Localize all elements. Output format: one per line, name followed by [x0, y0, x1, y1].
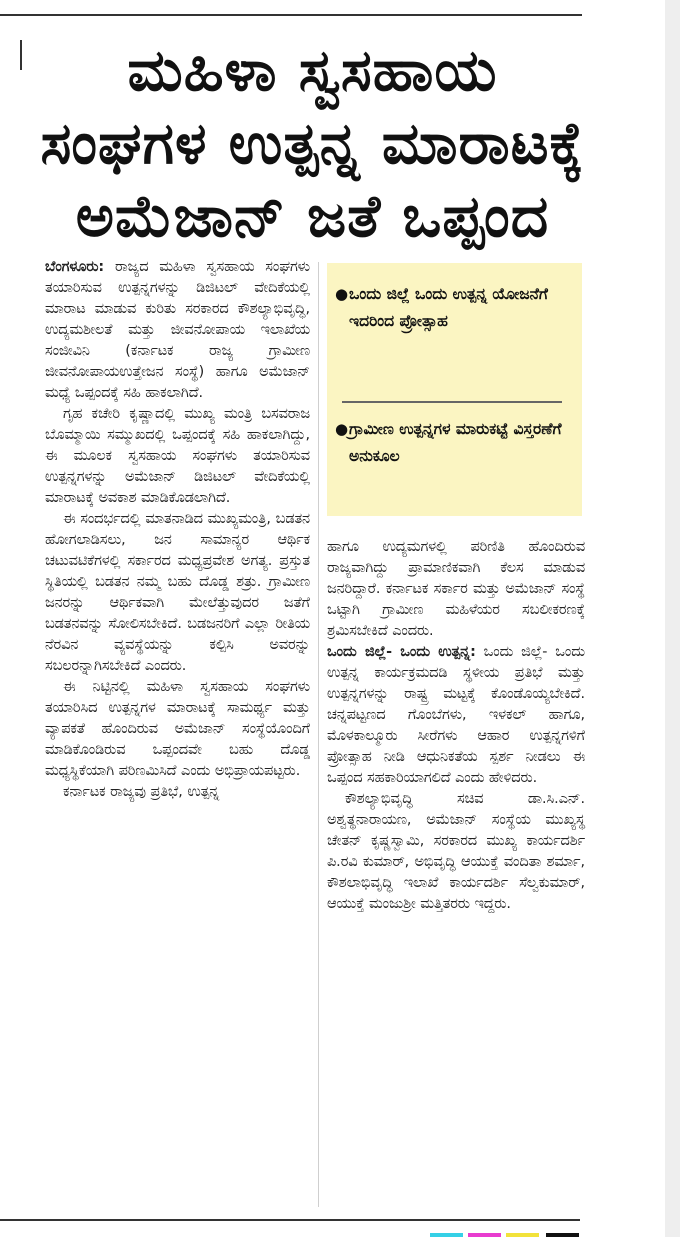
paragraph: ಕೌಶಲ್ಯಾಭಿವೃದ್ಧಿ ಸಚಿವ ಡಾ.ಸಿ.ಎನ್. ಅಶ್ವತ್ಥನಾರಾಯಣ, ಅಮೆಜಾನ್ ಸಂಸ್ಥೆಯ ಮುಖ್ಯಸ್ಥ ಚೇತನ್ ಕೃಷ್ಣಸ್ವಾಮಿ, ಸರಕಾರದ ಮುಖ್ಯ ಕಾರ್ಯದರ್ಶಿ ಪಿ.ರವಿ ಕುಮಾರ್, ಅಭಿವೃದ್ಧಿ ಆಯುಕ್ತೆ ವಂದಿತಾ ಶರ್ಮಾ, ಕೌಶಲಾಭಿವೃದ್ಧಿ ಇಲಾಖೆ ಕಾರ್ಯದರ್ಶಿ ಸೆಲ್ವಕುಮಾರ್, ಆಯುಕ್ತೆ ಮಂಜುಶ್ರೀ ಮತ್ತಿತರರು ಇದ್ದರು. — [327, 791, 585, 912]
headline — [25, 34, 600, 253]
highlights-box — [327, 263, 582, 516]
registration-mark-magenta — [468, 1233, 501, 1237]
viewer-scrollbar-gutter — [665, 0, 680, 1237]
registration-mark-cyan — [430, 1233, 463, 1237]
dateline: ಬೆಂಗಳೂರು: — [45, 259, 105, 275]
article-column-left — [45, 257, 310, 803]
top-rule — [0, 14, 582, 16]
paragraph: ಈ ಸಂದರ್ಭದಲ್ಲಿ ಮಾತನಾಡಿದ ಮುಖ್ಯಮಂತ್ರಿ, ಬಡತನ ಹೋಗಲಾಡಿಸಲು, ಜನ ಸಾಮಾನ್ಯರ ಆರ್ಥಿಕ ಚಟುವಟಿಕೆಗಳಲ್ಲಿ ಸರ್ಕಾರದ ಮಧ್ಯಪ್ರವೇಶ ಅಗತ್ಯ. ಪ್ರಸ್ತುತ ಸ್ಥಿತಿಯಲ್ಲಿ ಬಡತನ ನಮ್ಮ ಬಹು ದೊಡ್ಡ ಶತ್ರು. ಗ್ರಾಮೀಣ ಜನರನ್ನು ಆರ್ಥಿಕವಾಗಿ ಮೇಲೆತ್ತುವುದರ ಜತೆಗೆ ಬಡತನವನ್ನು ಸೋಲಿಸಬೇಕಿದೆ. ಬಡಜನರಿಗೆ ಎಲ್ಲಾ ರೀತಿಯ ನೆರವಿನ ವ್ಯವಸ್ಥೆಯನ್ನು ಕಲ್ಪಿಸಿ ಅವರನ್ನು ಸಬಲರನ್ನಾಗಿಸಬೇಕಿದೆ ಎಂದರು. — [45, 511, 310, 674]
registration-mark-yellow — [506, 1233, 539, 1237]
column-divider — [318, 262, 319, 1207]
highlight-item — [335, 416, 569, 470]
headline-line-3: ಅಮೆಜಾನ್ ಜತೆ ಒಪ್ಪಂದ — [75, 182, 550, 250]
headline-line-1: ಮಹಿಳಾ ಸ್ವಸಹಾಯ — [127, 36, 498, 104]
paragraph: ಗೃಹ ಕಚೇರಿ ಕೃಷ್ಣಾದಲ್ಲಿ ಮುಖ್ಯ ಮಂತ್ರಿ ಬಸವರಾಜ ಬೊಮ್ಮಾಯಿ ಸಮ್ಮುಖದಲ್ಲಿ ಒಪ್ಪಂದಕ್ಕೆ ಸಹಿ ಹಾಕಲಾಗಿದ್ದು, ಈ ಮೂಲಕ ಸ್ವಸಹಾಯ ಸಂಘಗಳು ತಯಾರಿಸುವ ಉತ್ಪನ್ನಗಳನ್ನು ಅಮೆಜಾನ್ ಡಿಜಿಟಲ್ ವೇದಿಕೆಯಲ್ಲಿ ಮಾರಾಟಕ್ಕೆ ಅವಕಾಶ ಮಾಡಿಕೊಡಲಾಗಿದೆ. — [45, 406, 310, 506]
bullet-icon: ● — [335, 420, 349, 438]
headline-line-2: ಸಂಘಗಳ ಉತ್ಪನ್ನ ಮಾರಾಟಕ್ಕೆ — [40, 109, 585, 177]
highlight-item — [335, 281, 569, 335]
bullet-icon: ● — [335, 285, 349, 303]
paragraph — [327, 642, 585, 789]
paragraph: ಹಾಗೂ ಉದ್ಯಮಗಳಲ್ಲಿ ಪರಿಣಿತಿ ಹೊಂದಿರುವ ರಾಜ್ಯವಾಗಿದ್ದು ಪ್ರಾಮಾಣಿಕವಾಗಿ ಕೆಲಸ ಮಾಡುವ ಜನರಿದ್ದಾರೆ. ಕರ್ನಾಟಕ ಸರ್ಕಾರ ಮತ್ತು ಅಮೆಜಾನ್ ಸಂಸ್ಥೆ ಒಟ್ಟಾಗಿ ಗ್ರಾಮೀಣ ಮಹಿಳೆಯರ ಸಬಲೀಕರಣಕ್ಕೆ ಶ್ರಮಿಸಬೇಕಿದೆ ಎಂದರು. — [327, 539, 585, 639]
paragraph-text: ರಾಜ್ಯದ ಮಹಿಳಾ ಸ್ವಸಹಾಯ ಸಂಘಗಳು ತಯಾರಿಸುವ ಉತ್ಪನ್ನಗಳನ್ನು ಡಿಜಿಟಲ್ ವೇದಿಕೆಯಲ್ಲಿ ಮಾರಾಟ ಮಾಡುವ ಕುರಿತು ಸರಕಾರದ ಕೌಶಲ್ಯಾಭಿವೃದ್ಧಿ, ಉದ್ಯಮಶೀಲತೆ ಮತ್ತು ಜೀವನೋಪಾಯ ಇಲಾಖೆಯ ಸಂಜೀವಿನಿ (ಕರ್ನಾಟಕ ರಾಜ್ಯ ಗ್ರಾಮೀಣ ಜೀವನೋಪಾಯಉತ್ತೇಜನ ಸಂಸ್ಥೆ) ಹಾಗೂ ಅಮೆಜಾನ್ ಮಧ್ಯೆ ಒಪ್ಪಂದಕ್ಕೆ ಸಹಿ ಹಾಕಲಾಗಿದೆ. — [45, 259, 310, 401]
highlight-text: ಒಂದು ಜಿಲ್ಲೆ ಒಂದು ಉತ್ಪನ್ನ ಯೋಜನೆಗೆ ಇದರಿಂದ ಪ್ರೋತ್ಸಾಹ — [349, 285, 548, 330]
paragraph: ಕರ್ನಾಟಕ ರಾಜ್ಯವು ಪ್ರತಿಭೆ, ಉತ್ಪನ್ನ — [63, 784, 220, 800]
bottom-rule — [0, 1219, 580, 1221]
paragraph: ಈ ನಿಟ್ಟಿನಲ್ಲಿ ಮಹಿಳಾ ಸ್ವಸಹಾಯ ಸಂಘಗಳು ತಯಾರಿಸಿದ ಉತ್ಪನ್ನಗಳ ಮಾರಾಟಕ್ಕೆ ಸಾಮರ್ಥ್ಯ ಮತ್ತು ವ್ಯಾಪಕತೆ ಹೊಂದಿರುವ ಅಮೆಜಾನ್ ಸಂಸ್ಥೆಯೊಂದಿಗೆ ಮಾಡಿಕೊಂಡಿರುವ ಒಪ್ಪಂದವೇ ಬಹು ದೊಡ್ಡ ಮಧ್ಯಸ್ಥಿಕೆಯಾಗಿ ಪರಿಣಮಿಸಿದೆ ಎಂದು ಅಭಿಪ್ರಾಯಪಟ್ಟರು. — [45, 679, 310, 779]
highlight-separator — [342, 401, 562, 403]
paragraph-text: ಒಂದು ಜಿಲ್ಲೆ- ಒಂದು ಉತ್ಪನ್ನ ಕಾರ್ಯಕ್ರಮದಡಿ ಸ್ಥಳೀಯ ಪ್ರತಿಭೆ ಮತ್ತು ಉತ್ಪನ್ನಗಳನ್ನು ರಾಷ್ಟ್ರ ಮಟ್ಟಕ್ಕೆ ಕೊಂಡೊಯ್ಯಬೇಕಿದೆ. ಚನ್ನಪಟ್ಟಣದ ಗೊಂಬೆಗಳು, ಇಳಕಲ್ ಹಾಗೂ, ಮೊಳಕಾಲ್ಮೂರು ಸೀರೆಗಳು ಆಹಾರ ಉತ್ಪನ್ನಗಳಿಗೆ ಪ್ರೋತ್ಸಾಹ ನೀಡಿ ಆಧುನಿಕತೆಯ ಸ್ಪರ್ಶ ನೀಡಲು ಈ ಒಪ್ಪಂದ ಸಹಕಾರಿಯಾಗಲಿದೆ ಎಂದು ಹೇಳಿದರು. — [327, 644, 586, 786]
highlight-text: ಗ್ರಾಮೀಣ ಉತ್ಪನ್ನಗಳ ಮಾರುಕಟ್ಟೆ ವಿಸ್ತರಣೆಗೆ ಅನುಕೂಲ — [349, 420, 562, 465]
paragraph — [45, 257, 310, 404]
subheading: ಒಂದು ಜಿಲ್ಲೆ- ಒಂದು ಉತ್ಪನ್ನ: — [327, 644, 476, 660]
left-rule — [20, 40, 22, 70]
registration-mark-black — [546, 1233, 579, 1237]
article-column-right — [327, 537, 585, 915]
